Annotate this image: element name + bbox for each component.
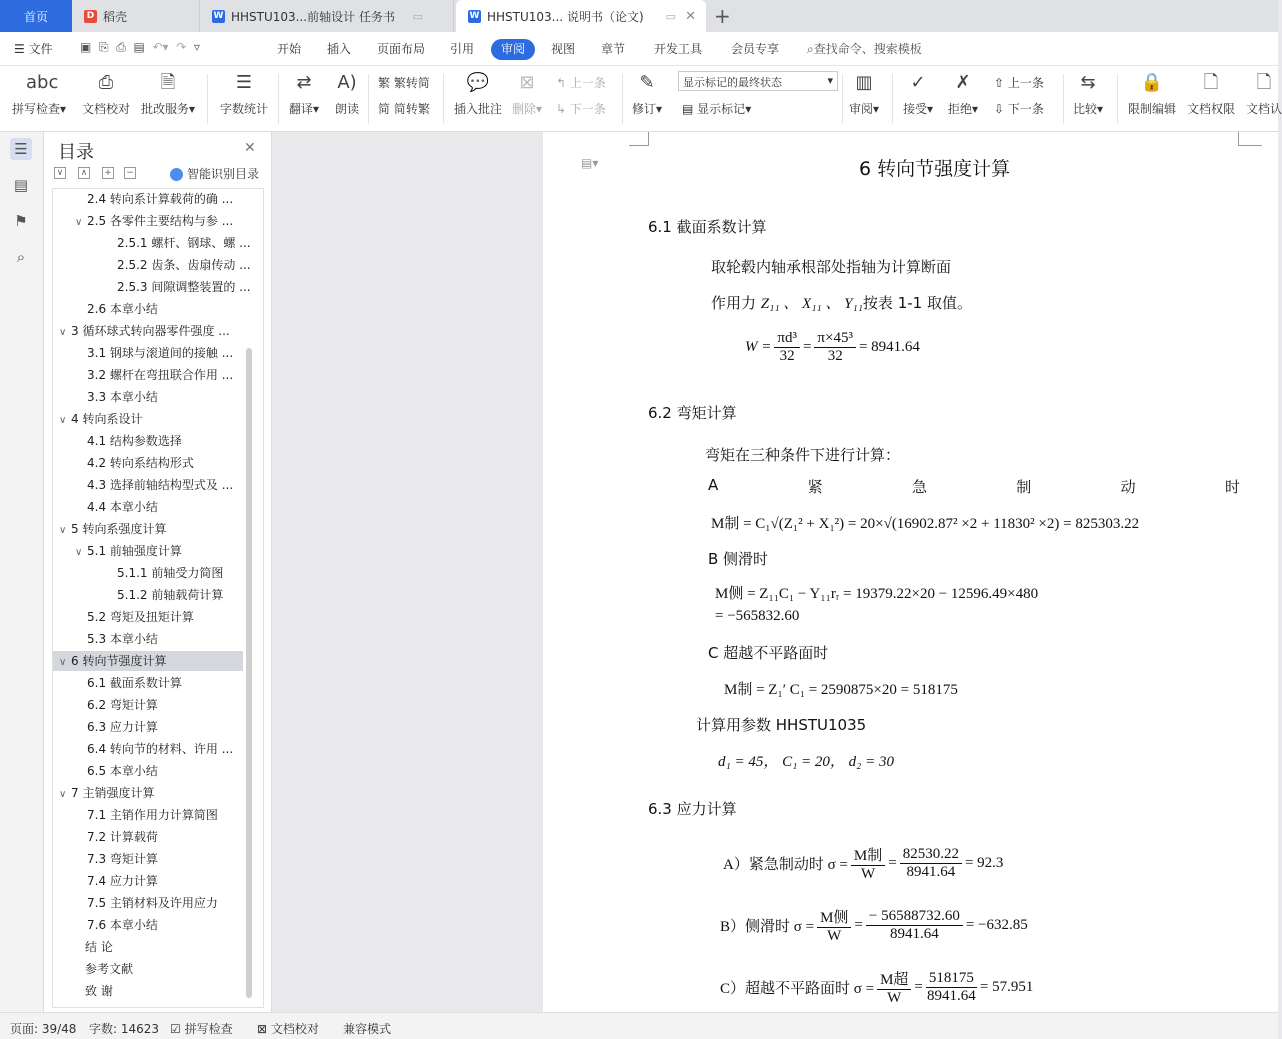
toc-item[interactable] bbox=[53, 211, 243, 231]
toc-item-label: 7.3 弯矩计算 bbox=[87, 852, 158, 866]
review-pane-label: 审阅 bbox=[849, 102, 874, 116]
compare-icon: ⇆ bbox=[1080, 72, 1096, 93]
formula-part: = 57.951 bbox=[979, 979, 1034, 995]
toc-item-label: 7.1 主销作用力计算简图 bbox=[87, 808, 218, 822]
restrict-edit-label: 限制编辑 bbox=[1128, 102, 1177, 116]
smart-toc-button[interactable] bbox=[170, 165, 259, 182]
review-pane-button[interactable]: ▥ 审阅▾ bbox=[849, 72, 880, 116]
toc-item[interactable] bbox=[53, 607, 243, 627]
compare-button[interactable]: ⇆ 比较▾ bbox=[1073, 72, 1104, 116]
toc-item[interactable] bbox=[53, 585, 243, 605]
fraction bbox=[814, 330, 856, 365]
menu-chapter[interactable]: 章节 bbox=[601, 42, 626, 56]
section-heading-6-2: 6.2 弯矩计算 bbox=[648, 404, 737, 422]
chevron-down-icon[interactable]: ∨ bbox=[59, 657, 67, 668]
undo-icon[interactable]: ↶▾ bbox=[152, 40, 169, 54]
fraction bbox=[926, 970, 977, 1005]
toc-item[interactable] bbox=[53, 783, 243, 803]
tab-docer[interactable] bbox=[72, 0, 200, 32]
search-icon[interactable]: ⌕ bbox=[16, 248, 26, 266]
review-toolbar bbox=[0, 66, 1282, 132]
case-a-label bbox=[708, 476, 1240, 497]
tab-task-doc[interactable] bbox=[200, 0, 454, 32]
ai-icon bbox=[170, 168, 183, 181]
toc-item-label: 6.5 本章小结 bbox=[87, 764, 158, 778]
pin-icon[interactable]: ▭ bbox=[665, 9, 676, 23]
toc-item[interactable] bbox=[53, 497, 243, 517]
proofread-label: 文档校对 bbox=[82, 102, 131, 116]
fraction bbox=[900, 846, 962, 881]
toc-item-label: 致 谢 bbox=[85, 984, 113, 998]
redo-icon[interactable]: ↷ bbox=[176, 40, 187, 54]
review-service-button[interactable]: 🗎 批改服务▾ bbox=[141, 72, 196, 116]
menu-bar bbox=[0, 32, 1278, 66]
export-icon[interactable]: ⎘ bbox=[98, 40, 109, 54]
formula-vars: Z₁₁ 、 X₁₁ 、 Y₁₁ bbox=[760, 296, 863, 312]
document-page[interactable] bbox=[543, 132, 1278, 1012]
close-icon[interactable]: ✕ bbox=[685, 8, 696, 24]
checkbox-icon: ☑ bbox=[170, 1022, 181, 1036]
denominator: W bbox=[887, 990, 902, 1006]
chevron-down-icon: ▾ bbox=[827, 74, 833, 87]
toc-pane bbox=[44, 132, 272, 1012]
toc-item[interactable] bbox=[53, 299, 243, 319]
show-markup-label: 显示标记 bbox=[697, 102, 746, 116]
toc-item-label: 2.5 各零件主要结构与参 ... bbox=[87, 214, 234, 228]
proofread-status[interactable] bbox=[257, 1020, 319, 1037]
paragraph-part: 按表 1-1 取值。 bbox=[862, 294, 972, 312]
expand-all-icon[interactable]: ∨ bbox=[54, 167, 66, 179]
denominator: 8941.64 bbox=[906, 864, 956, 880]
toc-item-label: 7.6 本章小结 bbox=[87, 918, 158, 932]
toc-item-label: 3 循环球式转向器零件强度 ... bbox=[71, 324, 230, 338]
menu-layout[interactable]: 页面布局 bbox=[377, 42, 426, 56]
proofread-button[interactable] bbox=[82, 70, 130, 117]
doc-cert-button[interactable] bbox=[1246, 70, 1282, 117]
comment-delete-icon: ⊠ bbox=[519, 72, 535, 93]
toc-item-label: 2.6 本章小结 bbox=[87, 302, 158, 316]
toc-panel-icon[interactable]: ☰ bbox=[10, 138, 32, 160]
chevron-down-icon[interactable]: ∨ bbox=[59, 789, 67, 800]
file-menu[interactable] bbox=[14, 40, 53, 57]
status-bar bbox=[0, 1012, 1278, 1039]
toc-list bbox=[52, 188, 264, 1008]
denominator: 32 bbox=[827, 348, 843, 364]
delete-comment-label: 删除 bbox=[512, 102, 537, 116]
toc-item[interactable] bbox=[53, 343, 243, 363]
word-count-button[interactable] bbox=[220, 70, 268, 117]
word-doc-icon: W bbox=[469, 10, 480, 21]
tab-home[interactable] bbox=[0, 0, 72, 32]
spell-check-button[interactable]: abc 拼写检查▾ bbox=[12, 72, 67, 116]
word-count-label: 字数统计 bbox=[220, 102, 269, 116]
hamburger-icon: ☰ bbox=[14, 42, 25, 56]
trad-to-simp-icon: 繁 bbox=[378, 76, 391, 90]
close-icon[interactable]: ✕ bbox=[244, 140, 256, 156]
prev-change-button[interactable] bbox=[994, 74, 1044, 91]
add-heading-icon[interactable]: + bbox=[102, 167, 114, 179]
proofread-status-label: 文档校对 bbox=[270, 1022, 319, 1036]
toc-item[interactable] bbox=[53, 563, 243, 583]
case-c-label: C 超越不平路面时 bbox=[708, 644, 829, 662]
read-aloud-label: 朗读 bbox=[334, 102, 359, 116]
fraction bbox=[851, 844, 885, 883]
chevron-down-icon[interactable]: ∨ bbox=[75, 217, 83, 228]
compare-label: 比较 bbox=[1073, 102, 1098, 116]
toc-item-label: 6.2 弯矩计算 bbox=[87, 698, 158, 712]
toc-item[interactable] bbox=[53, 761, 243, 781]
insert-comment-label: 插入批注 bbox=[454, 102, 503, 116]
simp-to-trad-icon: 简 bbox=[378, 102, 391, 116]
remove-heading-icon[interactable]: − bbox=[124, 167, 136, 179]
margin-corner-mark bbox=[629, 132, 649, 146]
paragraph-options-icon[interactable]: ▤▾ bbox=[581, 156, 599, 170]
divider bbox=[842, 74, 843, 124]
formula-part: = −632.85 bbox=[965, 917, 1028, 933]
numerator: πd³ bbox=[774, 330, 800, 348]
toc-item[interactable] bbox=[53, 541, 243, 561]
reject-label: 拒绝 bbox=[948, 102, 973, 116]
prev-change-label: 上一条 bbox=[1007, 76, 1044, 90]
formula-section-modulus: W = $\frac{\text{πd³}}{32}$ = $\frac{\text{π×45³}}{32}$ = 8941.64 bbox=[745, 330, 920, 364]
next-comment-button[interactable] bbox=[556, 100, 606, 117]
case-a-char: A bbox=[708, 476, 719, 494]
section-heading-6-1: 6.1 截面系数计算 bbox=[648, 218, 767, 236]
prev-change-icon: ⇧ bbox=[994, 76, 1005, 90]
next-icon: ↳ bbox=[556, 102, 567, 116]
formula-part: = 8941.64 bbox=[858, 339, 920, 355]
toc-item[interactable] bbox=[53, 431, 243, 451]
command-search[interactable] bbox=[807, 40, 922, 57]
toc-item[interactable] bbox=[53, 981, 243, 1001]
next-change-icon: ⇩ bbox=[994, 102, 1005, 116]
toc-item-label: 2.5.2 齿条、齿扇传动 ... bbox=[117, 258, 251, 272]
docer-icon: D bbox=[84, 10, 97, 23]
toc-item[interactable] bbox=[53, 629, 243, 649]
denominator: 8941.64 bbox=[927, 988, 976, 1004]
accept-label: 接受 bbox=[903, 102, 928, 116]
word-count-icon: ☰ bbox=[235, 72, 253, 93]
smart-toc-label: 智能识别目录 bbox=[187, 167, 260, 181]
translate-icon: ⇄ bbox=[296, 72, 312, 93]
tab-thesis-doc-label: HHSTU103... 说明书（论文) bbox=[487, 9, 644, 24]
formula-params: d₁ = 45， C₁ = 20， d₂ = 30 bbox=[718, 754, 895, 770]
numerator: − 56588732.60 bbox=[866, 908, 963, 926]
numerator: π×45³ bbox=[814, 330, 856, 348]
word-count[interactable]: 字数: 14623 bbox=[89, 1022, 160, 1036]
pin-icon[interactable]: ▭ bbox=[412, 9, 423, 23]
paragraph bbox=[711, 292, 972, 313]
toc-item-label: 3.3 本章小结 bbox=[87, 390, 158, 404]
toc-item-label: 3.1 钢球与滚道间的接触 ... bbox=[87, 346, 234, 360]
review-pane-icon: ▥ bbox=[855, 72, 873, 93]
toc-item-label: 4 转向系设计 bbox=[71, 412, 143, 426]
delete-comment-button[interactable]: ⊠ 删除▾ bbox=[512, 72, 543, 116]
toc-item-label: 结 论 bbox=[85, 940, 113, 954]
toc-item-label: 6.4 转向节的材料、许用 ... bbox=[87, 742, 234, 756]
toc-item[interactable] bbox=[53, 717, 243, 737]
left-rail bbox=[0, 132, 44, 1012]
formula-moment-b: M侧 = Z₁₁C₁ − Y₁₁rᵣ = 19379.22×20 − 12596.49×480 bbox=[715, 586, 1039, 602]
next-change-label: 下一条 bbox=[1007, 102, 1044, 116]
proofread-icon: ⎙ bbox=[98, 72, 114, 93]
toc-item[interactable] bbox=[53, 827, 243, 847]
fraction bbox=[866, 908, 963, 943]
divider bbox=[443, 74, 444, 124]
formula-stress-a: A）紧急制动时 σ = $\frac{\text{M制}}{W}$ = $\frac{82530.22}{8941.64}$ = 92.3 bbox=[723, 846, 1004, 882]
toc-item-label: 7 主销强度计算 bbox=[71, 786, 155, 800]
divider bbox=[1063, 74, 1064, 124]
save-icon[interactable]: ▣ bbox=[80, 40, 92, 54]
doc-cert-label: 文档认 bbox=[1246, 102, 1282, 116]
toc-item[interactable] bbox=[53, 453, 243, 473]
next-change-button[interactable] bbox=[994, 100, 1044, 117]
toc-item[interactable] bbox=[53, 233, 251, 253]
numerator: M侧 bbox=[817, 906, 851, 928]
restrict-edit-button[interactable] bbox=[1128, 70, 1176, 117]
toc-item-label: 7.5 主销材料及许用应力 bbox=[87, 896, 218, 910]
print-icon[interactable]: ⎙ bbox=[116, 40, 126, 54]
reject-icon: ✗ bbox=[955, 72, 971, 93]
read-aloud-icon: A) bbox=[337, 72, 357, 93]
toc-item[interactable] bbox=[53, 849, 243, 869]
toc-item-label: 5.1.1 前轴受力简图 bbox=[117, 566, 224, 580]
markup-state-select[interactable] bbox=[678, 71, 838, 91]
page-indicator[interactable]: 页面: 39/48 bbox=[10, 1022, 77, 1036]
toc-item[interactable] bbox=[53, 959, 243, 979]
tab-thesis-doc[interactable] bbox=[456, 0, 706, 32]
toc-item-label: 5.2 弯矩及扭矩计算 bbox=[87, 610, 194, 624]
reject-button[interactable]: ✗ 拒绝▾ bbox=[948, 72, 979, 116]
bookmark-icon[interactable]: ⚑ bbox=[14, 212, 28, 230]
fraction bbox=[774, 330, 800, 365]
denominator: 32 bbox=[779, 348, 795, 364]
toc-item[interactable] bbox=[53, 519, 243, 539]
toc-item[interactable] bbox=[53, 871, 243, 891]
menu-devtools[interactable]: 开发工具 bbox=[654, 42, 703, 56]
divider bbox=[278, 74, 279, 124]
command-search-label: 查找命令、搜索模板 bbox=[813, 42, 922, 56]
formula-part: A）紧急制动时 σ = bbox=[723, 857, 848, 873]
certificate-icon: 🗋 bbox=[1256, 72, 1272, 93]
toc-item[interactable] bbox=[53, 189, 243, 209]
chapter-heading: 6 转向节强度计算 bbox=[859, 158, 1011, 180]
divider bbox=[622, 74, 623, 124]
markup-state-value: 显示标记的最终状态 bbox=[683, 76, 782, 89]
fraction bbox=[877, 968, 911, 1007]
toc-item[interactable] bbox=[53, 321, 243, 341]
toc-item[interactable] bbox=[53, 387, 243, 407]
prev-comment-label: 上一条 bbox=[569, 76, 606, 90]
track-changes-label: 修订 bbox=[632, 102, 657, 116]
proofread-icon: ⊠ bbox=[257, 1022, 268, 1036]
prev-icon: ↰ bbox=[556, 76, 567, 90]
divider bbox=[1117, 74, 1118, 124]
numerator: 518175 bbox=[926, 970, 977, 988]
translate-button[interactable]: ⇄ 翻译▾ bbox=[289, 72, 320, 116]
toc-item-label: 5.3 本章小结 bbox=[87, 632, 158, 646]
case-a-char: 紧 bbox=[807, 478, 823, 496]
denominator: 8941.64 bbox=[889, 926, 939, 942]
toc-item[interactable] bbox=[53, 475, 243, 495]
divider bbox=[207, 74, 208, 124]
case-a-char: 动 bbox=[1120, 478, 1136, 496]
accept-button[interactable]: ✓ 接受▾ bbox=[903, 72, 934, 116]
doc-permission-label: 文档权限 bbox=[1187, 102, 1236, 116]
chevron-down-icon[interactable]: ∨ bbox=[59, 525, 67, 536]
toc-item-label: 4.4 本章小结 bbox=[87, 500, 158, 514]
simp-to-trad-label: 简转繁 bbox=[393, 102, 430, 116]
chevron-down-icon[interactable]: ∨ bbox=[59, 327, 67, 338]
trad-to-simp-button[interactable] bbox=[378, 74, 430, 91]
toc-item-label: 7.2 计算载荷 bbox=[87, 830, 158, 844]
toc-item-label: 2.4 转向系计算载荷的确 ... bbox=[87, 192, 234, 206]
formula-moment-c: M制 = Z₁′ C₁ = 2590875×20 = 518175 bbox=[724, 682, 958, 698]
toc-item-label: 6.3 应力计算 bbox=[87, 720, 158, 734]
word-doc-icon: W bbox=[213, 10, 224, 21]
menu-member[interactable]: 会员专享 bbox=[731, 42, 780, 56]
toc-scrollbar[interactable] bbox=[246, 348, 252, 998]
menu-insert[interactable]: 插入 bbox=[327, 42, 352, 56]
accept-icon: ✓ bbox=[910, 72, 926, 93]
insert-comment-button[interactable] bbox=[454, 70, 502, 117]
formula-part: W = bbox=[745, 339, 772, 355]
formula-stress-b: B）侧滑时 σ = $\frac{\text{M侧}}{W}$ = $\frac{- 56588732.60}{8941.64}$ = −632.85 bbox=[720, 908, 1028, 944]
compat-mode: 兼容模式 bbox=[343, 1022, 392, 1036]
tab-docer-label: 稻壳 bbox=[103, 9, 128, 24]
margin-corner-mark bbox=[1238, 132, 1262, 146]
numerator: 82530.22 bbox=[900, 846, 962, 864]
toc-item[interactable] bbox=[53, 277, 251, 297]
formula-moment-b-result: = −565832.60 bbox=[715, 608, 800, 624]
toc-item-label: 2.5.1 螺杆、钢球、螺 ... bbox=[117, 236, 251, 250]
spell-check-status[interactable] bbox=[170, 1020, 233, 1037]
track-changes-button[interactable]: ✎ 修订▾ bbox=[632, 72, 663, 116]
paragraph-part: 作用力 bbox=[711, 294, 761, 312]
document-margin bbox=[272, 132, 542, 1012]
params-label: 计算用参数 HHSTU1035 bbox=[696, 716, 867, 734]
toc-item-label: 4.3 选择前轴结构型式及 ... bbox=[87, 478, 234, 492]
divider bbox=[892, 74, 893, 124]
review-service-label: 批改服务 bbox=[141, 102, 190, 116]
comment-add-icon: 💬 bbox=[466, 72, 490, 93]
simp-to-trad-button[interactable] bbox=[378, 100, 430, 117]
toc-item[interactable] bbox=[53, 915, 243, 935]
toc-item[interactable] bbox=[53, 365, 243, 385]
tab-task-doc-label: HHSTU103...前轴设计 任务书 bbox=[231, 9, 395, 24]
toc-item-label: 6.1 截面系数计算 bbox=[87, 676, 182, 690]
show-markup-icon: ▤ bbox=[682, 102, 694, 116]
new-tab-icon[interactable]: + bbox=[714, 4, 731, 28]
section-heading-6-3: 6.3 应力计算 bbox=[648, 800, 737, 818]
toc-item[interactable] bbox=[53, 651, 243, 671]
toc-item[interactable] bbox=[53, 739, 243, 759]
paragraph: 弯矩在三种条件下进行计算： bbox=[705, 446, 901, 464]
toc-item-label: 3.2 螺杆在弯扭联合作用 ... bbox=[87, 368, 234, 382]
toc-item-label: 5.1.2 前轴载荷计算 bbox=[117, 588, 224, 602]
review-service-icon: 🗎 bbox=[160, 72, 176, 93]
toc-item[interactable] bbox=[53, 409, 243, 429]
chapter-nav-icon[interactable]: ▤ bbox=[13, 176, 29, 194]
toc-item-label: 4.1 结构参数选择 bbox=[87, 434, 182, 448]
more-icon[interactable]: ▿ bbox=[193, 40, 200, 54]
prev-comment-button[interactable] bbox=[556, 74, 606, 91]
spell-check-icon: abc bbox=[26, 72, 59, 93]
formula-moment-a: M制 = C₁√(Z₁² + X₁²) = 20×√(16902.87² ×2 + 11830² ×2) = 825303.22 bbox=[711, 516, 1140, 532]
trad-to-simp-label: 繁转简 bbox=[393, 76, 430, 90]
formula-part: B）侧滑时 σ = bbox=[720, 919, 815, 935]
case-a-char: 时 bbox=[1224, 478, 1240, 496]
preview-icon[interactable]: ▤ bbox=[133, 40, 145, 54]
toc-item[interactable] bbox=[53, 805, 243, 825]
numerator: M制 bbox=[851, 844, 885, 866]
formula-part: C）超越不平路面时 σ = bbox=[720, 981, 875, 997]
toc-item-label: 6 转向节强度计算 bbox=[71, 654, 167, 668]
toc-item[interactable] bbox=[53, 673, 243, 693]
case-a-char: 制 bbox=[1016, 478, 1032, 496]
toc-item-label: 2.5.3 间隙调整装置的 ... bbox=[117, 280, 251, 294]
permission-icon: 🗋 bbox=[1203, 72, 1219, 93]
paragraph: 取轮毂内轴承根部处指轴为计算断面 bbox=[711, 258, 952, 276]
toc-item-label: 5 转向系强度计算 bbox=[71, 522, 167, 536]
case-b-label: B 侧滑时 bbox=[708, 550, 769, 568]
denominator: W bbox=[827, 928, 842, 944]
denominator: W bbox=[860, 866, 876, 882]
toc-item-label: 参考文献 bbox=[85, 962, 134, 976]
toc-item[interactable] bbox=[53, 937, 243, 957]
file-menu-label: 文件 bbox=[28, 42, 53, 56]
formula-part: = 92.3 bbox=[964, 855, 1004, 871]
menu-review[interactable]: 审阅 bbox=[491, 39, 535, 60]
collapse-all-icon[interactable]: ∧ bbox=[78, 167, 90, 179]
toc-item-label: 4.2 转向系结构形式 bbox=[87, 456, 194, 470]
lock-icon: 🔒 bbox=[1140, 72, 1164, 93]
fraction bbox=[817, 906, 851, 945]
tab-home-label: 首页 bbox=[23, 9, 48, 24]
menu-reference[interactable]: 引用 bbox=[450, 42, 475, 56]
read-aloud-button[interactable] bbox=[334, 70, 360, 117]
spell-check-status-label: 拼写检查 bbox=[184, 1022, 233, 1036]
show-markup-button[interactable]: ▤ 显示标记▾ bbox=[682, 102, 752, 116]
chevron-down-icon[interactable]: ∨ bbox=[59, 415, 67, 426]
doc-permission-button[interactable] bbox=[1187, 70, 1235, 117]
toc-item-label: 7.4 应力计算 bbox=[87, 874, 158, 888]
menu-start[interactable]: 开始 bbox=[277, 42, 302, 56]
chevron-down-icon[interactable]: ∨ bbox=[75, 547, 83, 558]
next-comment-label: 下一条 bbox=[569, 102, 606, 116]
spell-check-label: 拼写检查 bbox=[12, 102, 61, 116]
tab-bar bbox=[0, 0, 1278, 32]
track-changes-icon: ✎ bbox=[639, 72, 655, 93]
divider bbox=[368, 74, 369, 124]
case-a-char: 急 bbox=[911, 478, 927, 496]
toc-item-label: 5.1 前轴强度计算 bbox=[87, 544, 182, 558]
translate-label: 翻译 bbox=[289, 102, 314, 116]
numerator: M超 bbox=[877, 968, 911, 990]
toc-item[interactable] bbox=[53, 893, 243, 913]
menu-view[interactable]: 视图 bbox=[551, 42, 576, 56]
formula-stress-c: C）超越不平路面时 σ = $\frac{\text{M超}}{W}$ = $\frac{518175}{8941.64}$ = 57.951 bbox=[720, 970, 1034, 1006]
toc-item[interactable] bbox=[53, 695, 243, 715]
search-icon: ⌕ bbox=[807, 42, 814, 56]
quick-access-icons[interactable] bbox=[80, 40, 200, 55]
toc-title: 目录 bbox=[58, 142, 94, 163]
toc-item[interactable] bbox=[53, 255, 251, 275]
